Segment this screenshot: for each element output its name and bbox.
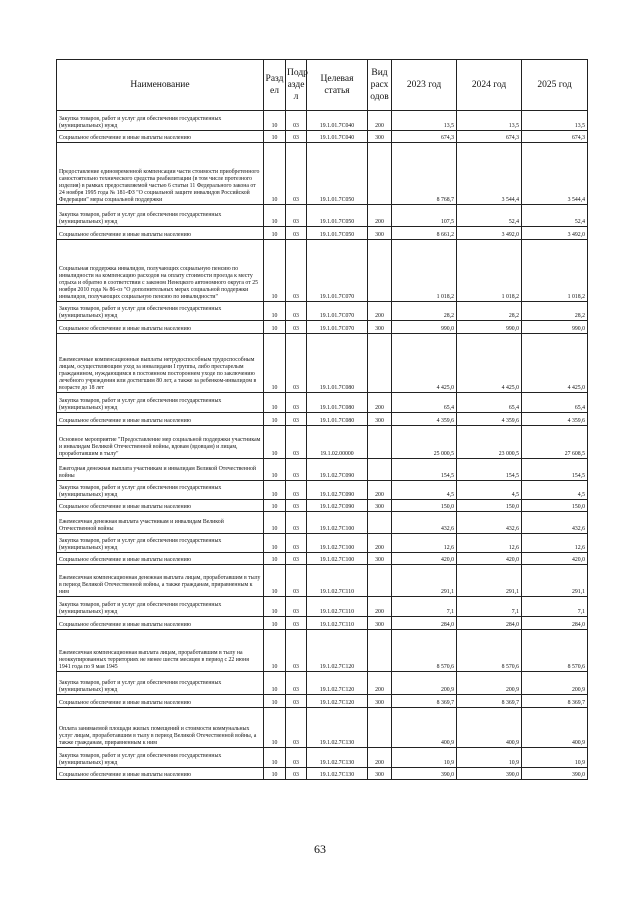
cell-subsection: 03	[286, 321, 307, 334]
cell-subsection: 03	[286, 413, 307, 426]
cell-value-2025: 150,0	[522, 500, 588, 512]
cell-value-2024: 3 544,4	[457, 143, 522, 205]
cell-value-2023: 8 661,2	[392, 227, 457, 240]
cell-section: 10	[264, 630, 286, 672]
cell-subsection: 03	[286, 227, 307, 240]
cell-section: 10	[264, 459, 286, 481]
cell-target-article: 19.1.02.7С130	[307, 768, 368, 780]
cell-subsection: 03	[286, 459, 307, 481]
cell-section: 10	[264, 131, 286, 143]
cell-value-2024: 1 018,2	[457, 240, 522, 302]
cell-value-2025: 13,5	[522, 111, 588, 131]
cell-subsection: 03	[286, 334, 307, 393]
cell-value-2025: 674,3	[522, 131, 588, 143]
cell-section: 10	[264, 512, 286, 534]
cell-value-2023: 150,0	[392, 500, 457, 512]
cell-value-2024: 284,0	[457, 617, 522, 630]
cell-value-2023: 674,3	[392, 131, 457, 143]
table-row	[57, 334, 588, 393]
cell-section: 10	[264, 413, 286, 426]
cell-subsection: 03	[286, 565, 307, 597]
cell-value-2024: 154,5	[457, 459, 522, 481]
cell-value-2024: 3 492,0	[457, 227, 522, 240]
cell-subsection: 03	[286, 597, 307, 617]
cell-target-article: 19.1.01.7С080	[307, 413, 368, 426]
cell-name: Социальное обеспечение и иные выплаты населению	[57, 553, 264, 565]
table-row	[57, 597, 588, 617]
table-row	[57, 500, 588, 512]
cell-name: Закупка товаров, работ и услуг для обеспечения государственных (муниципальных) нужд	[57, 672, 264, 695]
cell-section: 10	[264, 617, 286, 630]
cell-value-2023: 8 570,6	[392, 630, 457, 672]
cell-value-2024: 400,9	[457, 708, 522, 748]
cell-target-article: 19.1.01.7С050	[307, 205, 368, 227]
cell-name: Социальная поддержка инвалидов, получающих социальную пенсию по инвалидности на компенсацию расходов на оплату стоимости проезда к месту отдыха и обратно в соответствии с законом Ненецкого автономного округа от 25 ноября 2010 года № 86-оз "О дополнительных мерах социальной поддержки инвалидов, получающих социальную пенсию по инвалидности"	[57, 240, 264, 302]
cell-value-2023: 65,4	[392, 393, 457, 413]
cell-section: 10	[264, 205, 286, 227]
cell-section: 10	[264, 672, 286, 695]
cell-value-2024: 8 369,7	[457, 695, 522, 708]
cell-value-2023: 291,1	[392, 565, 457, 597]
cell-value-2023: 25 000,5	[392, 426, 457, 459]
cell-subsection: 03	[286, 512, 307, 534]
table-row	[57, 672, 588, 695]
cell-target-article: 19.1.02.7С130	[307, 748, 368, 768]
cell-value-2025: 10,9	[522, 748, 588, 768]
table-row	[57, 393, 588, 413]
cell-target-article: 19.1.02.7С100	[307, 553, 368, 565]
cell-value-2025: 7,1	[522, 597, 588, 617]
cell-name: Закупка товаров, работ и услуг для обеспечения государственных (муниципальных) нужд	[57, 393, 264, 413]
cell-value-2023: 1 018,2	[392, 240, 457, 302]
cell-value-2024: 291,1	[457, 565, 522, 597]
cell-value-2025: 65,4	[522, 393, 588, 413]
cell-value-2024: 13,5	[457, 111, 522, 131]
cell-value-2024: 4 425,0	[457, 334, 522, 393]
cell-value-2024: 12,6	[457, 534, 522, 553]
cell-name: Социальное обеспечение и иные выплаты населению	[57, 413, 264, 426]
cell-value-2024: 10,9	[457, 748, 522, 768]
cell-value-2023: 154,5	[392, 459, 457, 481]
cell-subsection: 03	[286, 131, 307, 143]
cell-section: 10	[264, 227, 286, 240]
table-row	[57, 695, 588, 708]
cell-target-article: 19.1.02.7С100	[307, 534, 368, 553]
cell-expense-type	[368, 708, 392, 748]
cell-value-2023: 10,9	[392, 748, 457, 768]
table-row	[57, 553, 588, 565]
table-row	[57, 426, 588, 459]
cell-value-2024: 200,9	[457, 672, 522, 695]
header-target-article: Целевая статья	[307, 60, 368, 111]
cell-name: Ежемесячная компенсационная выплата лицам, проработавшим в тылу на неоккупированных территориях не менее шести месяцев в период с 22 июня 1941 года по 9 мая 1945	[57, 630, 264, 672]
header-subsection: Подр азде л	[286, 60, 307, 111]
cell-section: 10	[264, 708, 286, 748]
cell-name: Ежемесячная компенсационная денежная выплата лицам, проработавшим в тылу в период Великой Отечественной войны, а также гражданам, приравненным к ним	[57, 565, 264, 597]
cell-value-2024: 28,2	[457, 302, 522, 321]
table-row	[57, 617, 588, 630]
cell-value-2025: 1 018,2	[522, 240, 588, 302]
cell-subsection: 03	[286, 111, 307, 131]
header-name: Наименование	[57, 60, 264, 111]
cell-value-2025: 52,4	[522, 205, 588, 227]
header-year-2023: 2023 год	[392, 60, 457, 111]
cell-section: 10	[264, 768, 286, 780]
table-row	[57, 534, 588, 553]
table-row	[57, 240, 588, 302]
cell-section: 10	[264, 111, 286, 131]
cell-name: Ежемесячная денежная выплата участникам и инвалидам Великой Отечественной войны	[57, 512, 264, 534]
header-year-2024: 2024 год	[457, 60, 522, 111]
cell-name: Социальное обеспечение и иные выплаты населению	[57, 695, 264, 708]
cell-value-2024: 674,3	[457, 131, 522, 143]
cell-value-2024: 23 000,5	[457, 426, 522, 459]
cell-subsection: 03	[286, 240, 307, 302]
cell-expense-type: 200	[368, 302, 392, 321]
cell-section: 10	[264, 321, 286, 334]
cell-section: 10	[264, 597, 286, 617]
cell-value-2023: 7,1	[392, 597, 457, 617]
cell-expense-type	[368, 334, 392, 393]
cell-value-2025: 4,5	[522, 481, 588, 500]
cell-value-2023: 990,0	[392, 321, 457, 334]
cell-expense-type	[368, 426, 392, 459]
cell-value-2025: 284,0	[522, 617, 588, 630]
cell-expense-type: 200	[368, 481, 392, 500]
cell-expense-type: 200	[368, 205, 392, 227]
cell-value-2025: 28,2	[522, 302, 588, 321]
cell-target-article: 19.1.02.7С120	[307, 630, 368, 672]
cell-subsection: 03	[286, 672, 307, 695]
cell-expense-type	[368, 240, 392, 302]
header-year-2025: 2025 год	[522, 60, 588, 111]
cell-expense-type	[368, 512, 392, 534]
cell-subsection: 03	[286, 553, 307, 565]
table-row	[57, 413, 588, 426]
cell-name: Предоставление единовременной компенсации части стоимости приобретенного самостоятельно технического средства реабилитации (в том числе протезного изделия) в рамках предоставляемой частью 6 статьи 11 Федерального закона от 24 ноября 1995 года № 181-ФЗ "О социальной защите инвалидов Российской Федерации" меры социальной поддержки	[57, 143, 264, 205]
cell-subsection: 03	[286, 500, 307, 512]
cell-name: Закупка товаров, работ и услуг для обеспечения государственных (муниципальных) нужд	[57, 748, 264, 768]
cell-subsection: 03	[286, 708, 307, 748]
cell-value-2024: 65,4	[457, 393, 522, 413]
table-row	[57, 481, 588, 500]
cell-expense-type: 300	[368, 553, 392, 565]
cell-target-article: 19.1.01.7С050	[307, 227, 368, 240]
cell-value-2025: 291,1	[522, 565, 588, 597]
cell-value-2025: 432,6	[522, 512, 588, 534]
cell-value-2025: 200,9	[522, 672, 588, 695]
cell-value-2025: 400,9	[522, 708, 588, 748]
cell-expense-type: 300	[368, 617, 392, 630]
header-expense-type: Вид расх одов	[368, 60, 392, 111]
cell-value-2023: 12,6	[392, 534, 457, 553]
cell-value-2023: 432,6	[392, 512, 457, 534]
cell-value-2025: 12,6	[522, 534, 588, 553]
cell-target-article: 19.1.02.7С120	[307, 672, 368, 695]
cell-section: 10	[264, 748, 286, 768]
cell-expense-type: 200	[368, 111, 392, 131]
cell-value-2023: 420,0	[392, 553, 457, 565]
table-row	[57, 321, 588, 334]
cell-section: 10	[264, 500, 286, 512]
cell-name: Социальное обеспечение и иные выплаты населению	[57, 321, 264, 334]
cell-subsection: 03	[286, 393, 307, 413]
cell-value-2024: 432,6	[457, 512, 522, 534]
cell-subsection: 03	[286, 426, 307, 459]
cell-value-2024: 4 359,6	[457, 413, 522, 426]
cell-expense-type	[368, 565, 392, 597]
cell-target-article: 19.1.02.7С120	[307, 695, 368, 708]
table-header-row	[57, 60, 588, 111]
cell-value-2023: 8 369,7	[392, 695, 457, 708]
cell-name: Закупка товаров, работ и услуг для обеспечения государственных (муниципальных) нужд	[57, 481, 264, 500]
cell-section: 10	[264, 334, 286, 393]
cell-name: Закупка товаров, работ и услуг для обеспечения государственных (муниципальных) нужд	[57, 597, 264, 617]
cell-value-2023: 284,0	[392, 617, 457, 630]
table-row	[57, 459, 588, 481]
cell-expense-type: 300	[368, 131, 392, 143]
cell-expense-type: 200	[368, 748, 392, 768]
cell-name: Ежегодная денежная выплата участникам и инвалидам Великой Отечественной войны	[57, 459, 264, 481]
cell-section: 10	[264, 481, 286, 500]
cell-expense-type	[368, 143, 392, 205]
cell-value-2023: 4,5	[392, 481, 457, 500]
cell-expense-type	[368, 630, 392, 672]
cell-value-2023: 4 359,6	[392, 413, 457, 426]
cell-section: 10	[264, 695, 286, 708]
cell-subsection: 03	[286, 302, 307, 321]
cell-value-2025: 420,0	[522, 553, 588, 565]
cell-expense-type: 300	[368, 413, 392, 426]
cell-target-article: 19.1.02.7С110	[307, 565, 368, 597]
cell-expense-type: 200	[368, 672, 392, 695]
cell-name: Социальное обеспечение и иные выплаты населению	[57, 617, 264, 630]
cell-target-article: 19.1.02.7С110	[307, 597, 368, 617]
cell-value-2023: 28,2	[392, 302, 457, 321]
cell-expense-type: 200	[368, 534, 392, 553]
cell-value-2024: 390,0	[457, 768, 522, 780]
cell-expense-type: 300	[368, 768, 392, 780]
cell-subsection: 03	[286, 481, 307, 500]
cell-value-2025: 154,5	[522, 459, 588, 481]
cell-section: 10	[264, 302, 286, 321]
cell-subsection: 03	[286, 143, 307, 205]
cell-value-2024: 8 570,6	[457, 630, 522, 672]
cell-value-2025: 8 369,7	[522, 695, 588, 708]
budget-table	[56, 59, 588, 780]
cell-section: 10	[264, 393, 286, 413]
cell-expense-type: 200	[368, 597, 392, 617]
cell-target-article: 19.1.02.7С130	[307, 708, 368, 748]
cell-value-2025: 8 570,6	[522, 630, 588, 672]
cell-value-2023: 107,5	[392, 205, 457, 227]
cell-target-article: 19.1.02.00000	[307, 426, 368, 459]
cell-section: 10	[264, 565, 286, 597]
cell-name: Социальное обеспечение и иные выплаты населению	[57, 131, 264, 143]
cell-value-2025: 4 425,0	[522, 334, 588, 393]
cell-expense-type: 300	[368, 500, 392, 512]
table-row	[57, 768, 588, 780]
cell-value-2024: 150,0	[457, 500, 522, 512]
cell-target-article: 19.1.02.7С090	[307, 459, 368, 481]
cell-section: 10	[264, 426, 286, 459]
cell-name: Социальное обеспечение и иные выплаты населению	[57, 227, 264, 240]
table-row	[57, 302, 588, 321]
cell-expense-type: 300	[368, 695, 392, 708]
cell-expense-type: 300	[368, 227, 392, 240]
cell-expense-type: 300	[368, 321, 392, 334]
cell-target-article: 19.1.02.7С110	[307, 617, 368, 630]
table-row	[57, 708, 588, 748]
cell-name: Ежемесячные компенсационные выплаты нетрудоспособным трудоспособным лицам, осуществляющим уход за инвалидами I группы, либо престарелым гражданином, нуждающимся в постоянном постороннем уходе по заключению лечебного учреждения или достигшим 80 лет, а также за ребенком-инвалидом в возрасте до 18 лет	[57, 334, 264, 393]
cell-expense-type	[368, 459, 392, 481]
cell-value-2024: 52,4	[457, 205, 522, 227]
cell-name: Закупка товаров, работ и услуг для обеспечения государственных (муниципальных) нужд	[57, 111, 264, 131]
cell-section: 10	[264, 534, 286, 553]
cell-subsection: 03	[286, 617, 307, 630]
table-body	[57, 111, 588, 780]
cell-value-2024: 4,5	[457, 481, 522, 500]
cell-subsection: 03	[286, 695, 307, 708]
cell-subsection: 03	[286, 630, 307, 672]
cell-target-article: 19.1.02.7С100	[307, 512, 368, 534]
table-row	[57, 143, 588, 205]
cell-value-2023: 200,9	[392, 672, 457, 695]
cell-value-2024: 990,0	[457, 321, 522, 334]
table-row	[57, 131, 588, 143]
cell-target-article: 19.1.01.7С040	[307, 111, 368, 131]
cell-target-article: 19.1.01.7С070	[307, 302, 368, 321]
cell-subsection: 03	[286, 205, 307, 227]
cell-target-article: 19.1.01.7С070	[307, 321, 368, 334]
cell-name: Закупка товаров, работ и услуг для обеспечения государственных (муниципальных) нужд	[57, 534, 264, 553]
cell-name: Социальное обеспечение и иные выплаты населению	[57, 500, 264, 512]
cell-value-2025: 3 544,4	[522, 143, 588, 205]
cell-subsection: 03	[286, 534, 307, 553]
table-row	[57, 748, 588, 768]
cell-value-2025: 390,0	[522, 768, 588, 780]
table-row	[57, 565, 588, 597]
cell-expense-type: 200	[368, 393, 392, 413]
header-section: Разд ел	[264, 60, 286, 111]
cell-section: 10	[264, 240, 286, 302]
cell-value-2025: 990,0	[522, 321, 588, 334]
cell-name: Социальное обеспечение и иные выплаты населению	[57, 768, 264, 780]
cell-subsection: 03	[286, 748, 307, 768]
cell-subsection: 03	[286, 768, 307, 780]
table-row	[57, 630, 588, 672]
cell-value-2024: 7,1	[457, 597, 522, 617]
cell-value-2023: 390,0	[392, 768, 457, 780]
table-row	[57, 111, 588, 131]
cell-target-article: 19.1.01.7С040	[307, 131, 368, 143]
cell-value-2023: 13,5	[392, 111, 457, 131]
table-row	[57, 205, 588, 227]
cell-target-article: 19.1.01.7С050	[307, 143, 368, 205]
cell-target-article: 19.1.01.7С070	[307, 240, 368, 302]
cell-name: Оплата занимаемой площади жилых помещений и стоимости коммунальных услуг лицам, проработавшим в тылу в период Великой Отечественной войны, а также гражданам, приравненным к ним	[57, 708, 264, 748]
cell-value-2025: 4 359,6	[522, 413, 588, 426]
cell-target-article: 19.1.02.7С090	[307, 500, 368, 512]
cell-value-2025: 27 608,5	[522, 426, 588, 459]
cell-value-2023: 8 768,7	[392, 143, 457, 205]
cell-value-2024: 420,0	[457, 553, 522, 565]
cell-name: Закупка товаров, работ и услуг для обеспечения государственных (муниципальных) нужд	[57, 302, 264, 321]
cell-section: 10	[264, 143, 286, 205]
cell-target-article: 19.1.01.7С080	[307, 334, 368, 393]
page-number: 63	[314, 842, 326, 856]
cell-section: 10	[264, 553, 286, 565]
cell-name: Закупка товаров, работ и услуг для обеспечения государственных (муниципальных) нужд	[57, 205, 264, 227]
cell-value-2023: 400,9	[392, 708, 457, 748]
table-row	[57, 512, 588, 534]
cell-target-article: 19.1.01.7С080	[307, 393, 368, 413]
cell-value-2025: 3 492,0	[522, 227, 588, 240]
table-row	[57, 227, 588, 240]
cell-target-article: 19.1.02.7С090	[307, 481, 368, 500]
cell-value-2023: 4 425,0	[392, 334, 457, 393]
cell-name: Основное мероприятие "Предоставление мер социальной поддержки участникам и инвалидам Великой Отечественной войны, вдовам (вдовцам) и лицам, проработавшим в тылу"	[57, 426, 264, 459]
